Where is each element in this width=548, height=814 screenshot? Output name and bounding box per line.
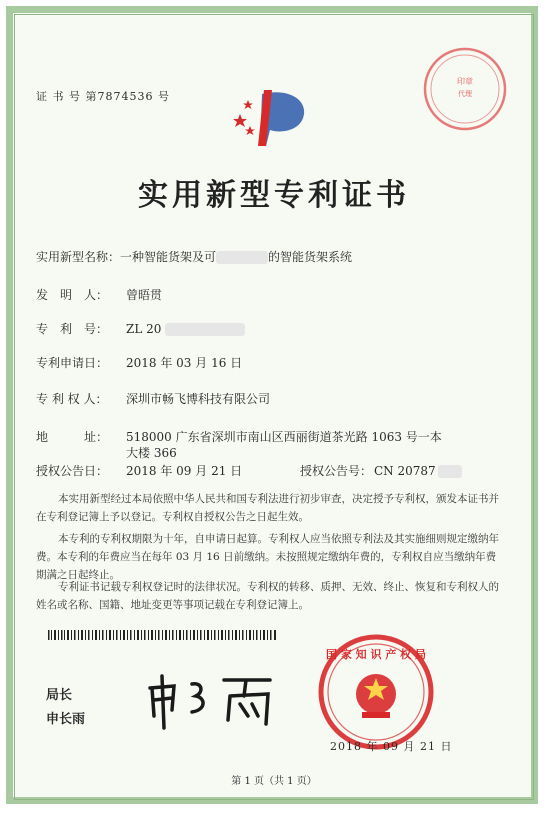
paragraph-3: 专利证书记载专利权登记时的法律状况。专利权的转移、质押、无效、终止、恢复和专利权人的姓名或名称、国籍、地址变更等事项记载在专利登记簿上。 xyxy=(36,581,499,611)
patent-number-value: ZL 20 xyxy=(126,322,162,336)
handwritten-signature xyxy=(140,670,290,730)
page-footer: 第 1 页（共 1 页） xyxy=(231,776,317,787)
inventor-value: 曾晤贯 xyxy=(126,288,163,302)
address-row xyxy=(36,428,442,445)
name-value-a: 一种智能货架及可 xyxy=(120,250,217,264)
patentee-label: 专 利 权 人： xyxy=(36,392,108,406)
paragraph-1: 本实用新型经过本局依照中华人民共和国专利法进行初步审查，决定授予专利权，颁发本证书并在专利登记簿上予以登记。专利权自授权公告之日起生效。 xyxy=(36,493,499,523)
director-title: 局长 xyxy=(46,688,73,703)
redacted-block xyxy=(438,465,462,478)
patent-number-row xyxy=(36,320,245,337)
barcode xyxy=(48,630,278,640)
utility-model-name-row xyxy=(36,248,352,265)
grant-number-row xyxy=(300,462,462,479)
grant-number-value: CN 20787 xyxy=(374,464,436,478)
address-line-1: 518000 广东省深圳市南山区西丽街道茶光路 1063 号一本 xyxy=(126,430,442,444)
grant-date-value: 2018 年 09 月 21 日 xyxy=(126,464,243,478)
name-value-b: 的智能货架系统 xyxy=(268,250,353,264)
address-label: 地 址： xyxy=(36,430,109,444)
paragraph-2: 本专利的专利权期限为十年，自申请日起算。专利权人应当依照专利法及其实施细则规定缴纳年费。本专利的年费应当在每年 03 月 16 日前缴纳。未按照规定缴纳年费的，专利权自应当缴纳年费期满之日起终止。 xyxy=(36,533,499,581)
redacted-block xyxy=(165,323,245,336)
official-seal xyxy=(316,632,436,752)
grant-date-row xyxy=(36,462,242,479)
svg-text:国 家 知 识 产 权 局: 国 家 知 识 产 权 局 xyxy=(326,648,426,661)
address-line-2: 大楼 366 xyxy=(126,446,177,460)
cnipa-logo xyxy=(226,84,322,148)
svg-text:代理: 代理 xyxy=(458,90,472,98)
application-date-row xyxy=(36,354,242,371)
redacted-block xyxy=(216,251,268,264)
application-date-label: 专利申请日： xyxy=(36,356,109,370)
patent-number-label: 专 利 号： xyxy=(36,322,109,336)
certificate-number: 证 书 号 第7874536 号 xyxy=(36,90,170,103)
agency-seal xyxy=(420,44,510,134)
patentee-value: 深圳市畅飞博科技有限公司 xyxy=(126,392,271,406)
svg-text:印章: 印章 xyxy=(457,77,473,86)
grant-date-label: 授权公告日： xyxy=(36,464,109,478)
director-name: 申长雨 xyxy=(46,712,86,727)
application-date-value: 2018 年 03 月 16 日 xyxy=(126,356,243,370)
patentee-row xyxy=(36,390,270,407)
page-title: 实用新型专利证书 xyxy=(138,178,410,213)
grant-number-label: 授权公告号： xyxy=(300,464,373,478)
stamp-date: 2018 年 09 月 21 日 xyxy=(330,740,453,753)
name-label: 实用新型名称： xyxy=(36,250,121,264)
inventor-row xyxy=(36,286,162,303)
inventor-label: 发 明 人： xyxy=(36,288,109,302)
